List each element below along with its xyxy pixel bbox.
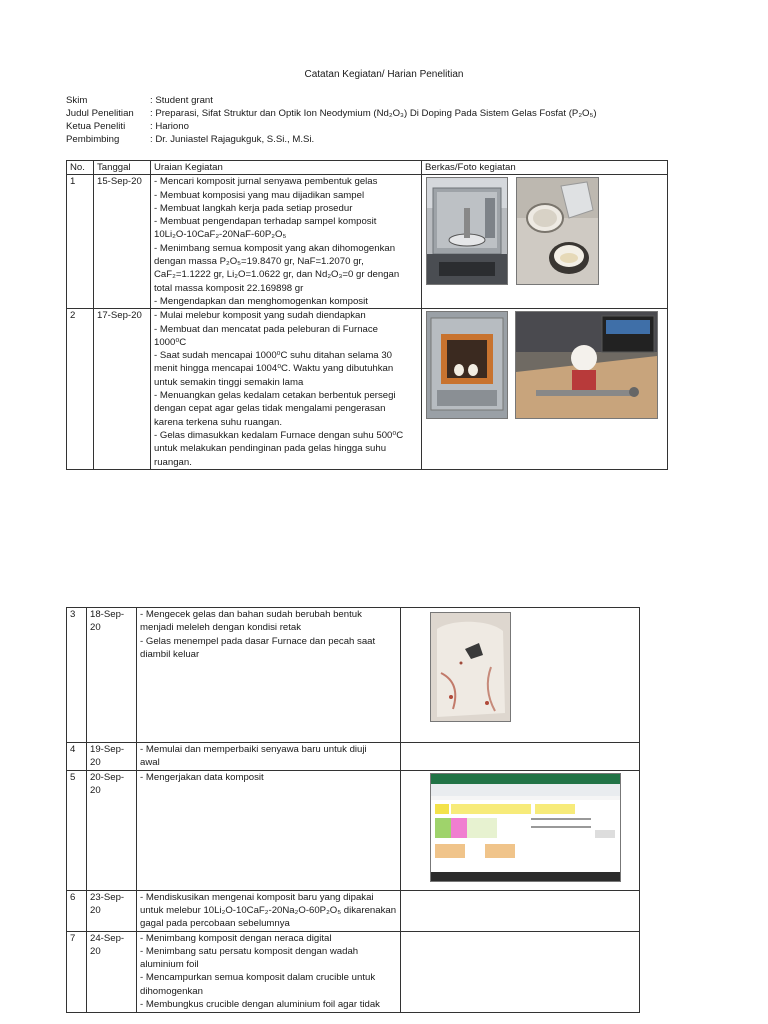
table-row [67, 890, 640, 931]
description-line: - Gelas dimasukkan kedalam Furnace dengan suhu 500⁰C [154, 429, 404, 441]
row-photo-cell [401, 931, 640, 1012]
row-description [137, 608, 401, 743]
meta-row-advisor [66, 133, 706, 146]
description-line: 10Li₂O-10CaF₂-20NaF-60P₂O₅ [154, 229, 287, 241]
description-line: - Mendiskusikan mengenai komposit baru yang dipakai [140, 891, 374, 903]
description-line: - Membuat pengendapan terhadap sampel komposit [154, 216, 377, 228]
table-row [67, 931, 640, 1012]
meta-row-title [66, 107, 706, 120]
row-description [137, 743, 401, 771]
row-description [151, 175, 422, 309]
description-line: dengan cepat agar gelas tidak mengalami pengerasan [154, 403, 386, 415]
row-description [137, 890, 401, 931]
description-line: untuk semakin tinggi semakin lama [154, 376, 304, 388]
header-description: Uraian Kegiatan [151, 161, 422, 175]
meta-label-leader: Ketua Peneliti [66, 121, 126, 132]
header-no: No. [67, 161, 94, 175]
description-line: - Mengecek gelas dan bahan sudah berubah bentuk [140, 609, 362, 620]
description-line: untuk melebur 10Li₂O-10CaF₂-20Na₂O-60P₂O₅ dikarenakan [140, 904, 397, 916]
photo-broken-glass [430, 612, 511, 722]
meta-label-skim: Skim [66, 95, 88, 106]
description-line: - Mengerjakan data komposit [140, 771, 264, 783]
table-row [67, 608, 640, 743]
photo-sample-containers [516, 177, 599, 285]
photo-furnace [426, 311, 508, 419]
header-date: Tanggal [94, 161, 151, 175]
photo-spreadsheet [430, 773, 621, 882]
row-date: 20-Sep-20 [87, 770, 137, 890]
row-no: 2 [67, 309, 94, 470]
description-line: 1000⁰C [154, 336, 187, 348]
description-line: gagal pada percobaan sebelumnya [140, 918, 290, 930]
meta-row-leader [66, 120, 706, 133]
description-line: - Membuat langkah kerja pada setiap prosedur [154, 202, 353, 214]
meta-value-title: : Preparasi, Sifat Struktur dan Optik Ion Neodymium (Nd₂O₃) Di Doping Pada Sistem Gelas Fosfat (P₂O₅) [150, 108, 597, 119]
description-line: ruangan. [154, 456, 192, 468]
row-date: 19-Sep-20 [87, 743, 137, 771]
description-line: - Mencampurkan semua komposit dalam crucible untuk [140, 972, 376, 984]
description-line: - Gelas menempel pada dasar Furnace dan pecah saat [140, 635, 376, 647]
description-line: - Mengendapkan dan menghomogenkan komposit [154, 295, 368, 307]
description-line: - Mencari komposit jurnal senyawa pembentuk gelas [154, 176, 378, 188]
row-description [137, 931, 401, 1012]
meta-value-skim: : Student grant [150, 95, 213, 106]
description-line: - Memulai dan memperbaiki senyawa baru untuk diuji [140, 744, 367, 755]
description-line: CaF₂=1.1222 gr, Li₂O=1.0622 gr, dan Nd₂O₃=0 gr dengan [154, 269, 400, 281]
description-line: - Menuangkan gelas kedalam cetakan berbentuk persegi [154, 390, 396, 402]
description-line: total massa komposit 22.169898 gr [154, 282, 304, 294]
description-line: - Membuat dan mencatat pada peleburan di Furnace [154, 323, 378, 335]
description-line: - Menimbang komposit dengan neraca digital [140, 932, 332, 944]
description-line: aluminium foil [140, 959, 199, 971]
meta-row-skim [66, 94, 706, 107]
description-line: awal [140, 757, 160, 769]
row-no: 6 [67, 890, 87, 931]
row-description [137, 770, 401, 890]
row-date: 24-Sep-20 [87, 931, 137, 1012]
photo-pouring-setup [515, 311, 658, 419]
meta-value-advisor: : Dr. Juniastel Rajagukguk, S.Si., M.Si. [150, 134, 315, 145]
description-line: karena terkena suhu ruangan. [154, 416, 283, 428]
row-photo-cell [401, 890, 640, 931]
row-no: 4 [67, 743, 87, 771]
description-line: - Menimbang satu persatu komposit dengan wadah [140, 945, 359, 957]
description-line: dengan massa P₂O₅=19.8470 gr, NaF=1.2070 gr, [154, 256, 364, 268]
description-line: - Membuat komposisi yang mau dijadikan sampel [154, 189, 365, 201]
description-line: - Saat sudah mencapai 1000⁰C suhu ditahan selama 30 [154, 350, 392, 362]
description-line: dihomogenkan [140, 985, 203, 997]
photo-digital-balance [426, 177, 508, 285]
row-no: 3 [67, 608, 87, 743]
row-date: 18-Sep-20 [87, 608, 137, 743]
research-meta [66, 94, 706, 146]
description-line: - Membungkus crucible dengan aluminium foil agar tidak [140, 999, 380, 1011]
description-line: untuk melakukan pendinginan pada gelas hingga suhu [154, 443, 387, 455]
header-photo: Berkas/Foto kegiatan [422, 161, 668, 175]
meta-label-title: Judul Penelitian [66, 108, 134, 119]
description-line: diambil keluar [140, 648, 200, 660]
row-no: 1 [67, 175, 94, 309]
description-line: menit hingga mencapai 1004⁰C. Waktu yang dibutuhkan [154, 363, 394, 375]
row-no: 7 [67, 931, 87, 1012]
row-date: 15-Sep-20 [94, 175, 151, 309]
description-line: - Mulai melebur komposit yang sudah diendapkan [154, 310, 366, 322]
row-date: 17-Sep-20 [94, 309, 151, 470]
row-photo-cell [401, 743, 640, 771]
table-row [67, 743, 640, 771]
description-line: menjadi meleleh dengan kondisi retak [140, 622, 302, 634]
table-header-row [67, 161, 668, 175]
page-title: Catatan Kegiatan/ Harian Penelitian [304, 69, 464, 80]
meta-value-leader: : Hariono [150, 121, 189, 132]
meta-label-advisor: Pembimbing [66, 134, 120, 145]
row-date: 23-Sep-20 [87, 890, 137, 931]
description-line: - Menimbang semua komposit yang akan dihomogenkan [154, 242, 396, 254]
row-no: 5 [67, 770, 87, 890]
row-description [151, 309, 422, 470]
